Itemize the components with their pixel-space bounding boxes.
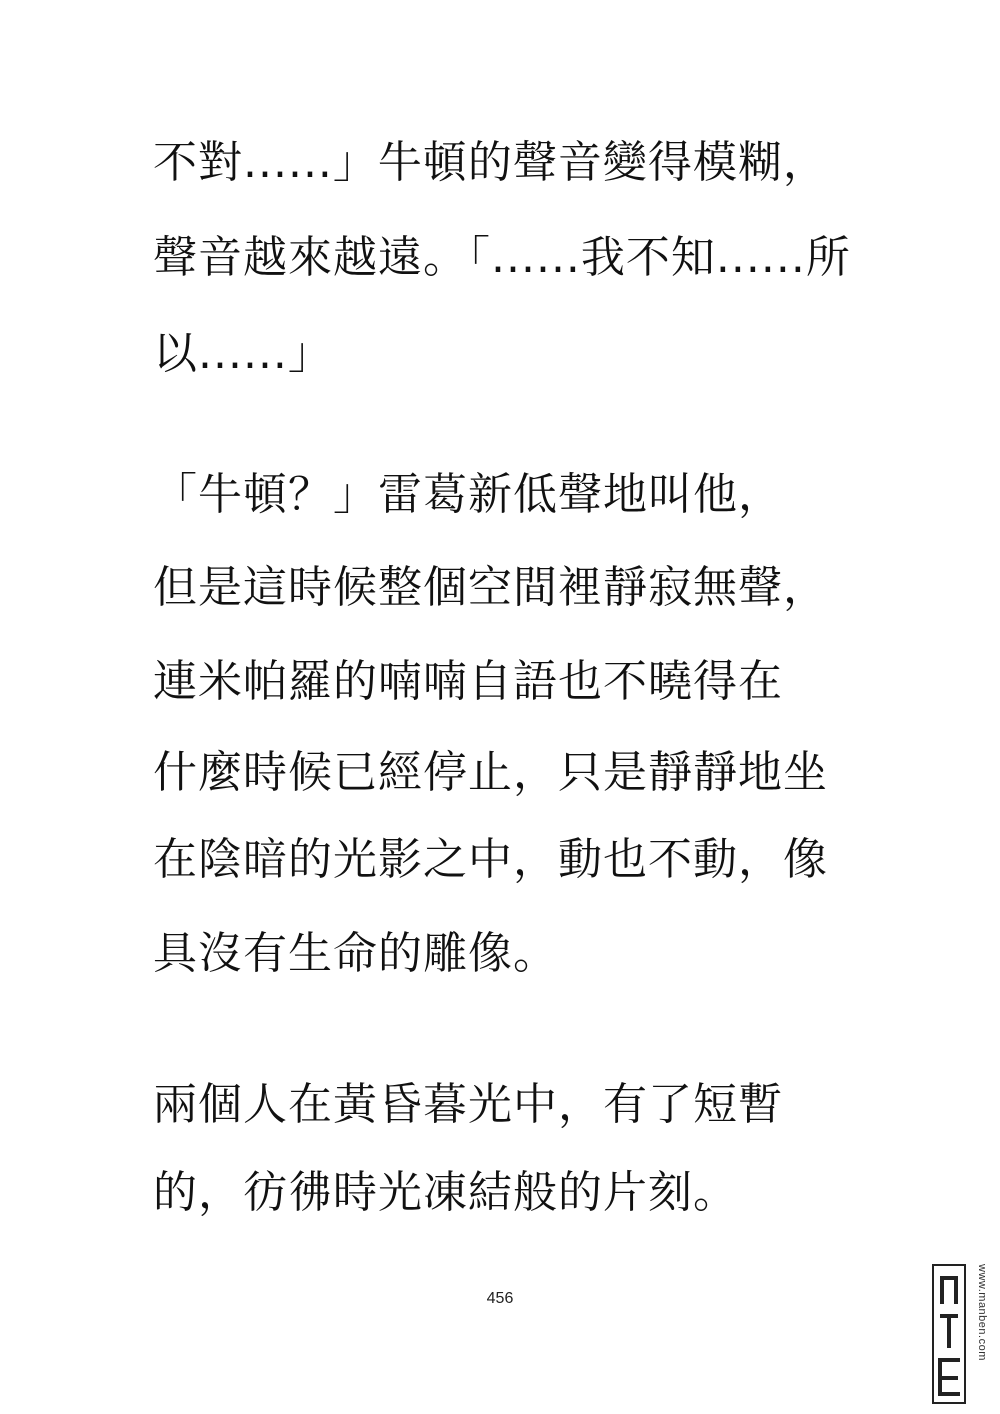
text-line: 「牛頓？」雷葛新低聲地叫他， [153,469,783,520]
watermark-logo [928,1262,992,1408]
text-line: 聲音越來越遠。「......我不知......所 [153,232,851,283]
text-line: 不對......」牛頓的聲音變得模糊， [153,137,828,188]
page-number: 456 [486,1290,514,1307]
text-line: 的，彷彿時光凍結般的片刻。 [153,1167,738,1218]
text-line: 以......」 [153,328,333,379]
watermark-url: www.manben.com [976,1264,988,1361]
text-line: 具沒有生命的雕像。 [153,928,558,979]
text-line: 連米帕羅的喃喃自語也不曉得在 [153,656,783,707]
logo-icon [932,1264,966,1404]
text-line: 兩個人在黃昏暮光中，有了短暫 [153,1079,783,1130]
text-line: 在陰暗的光影之中，動也不動，像 [153,834,828,885]
text-line: 什麼時候已經停止，只是靜靜地坐 [153,747,828,798]
text-line: 但是這時候整個空間裡靜寂無聲， [153,562,828,613]
